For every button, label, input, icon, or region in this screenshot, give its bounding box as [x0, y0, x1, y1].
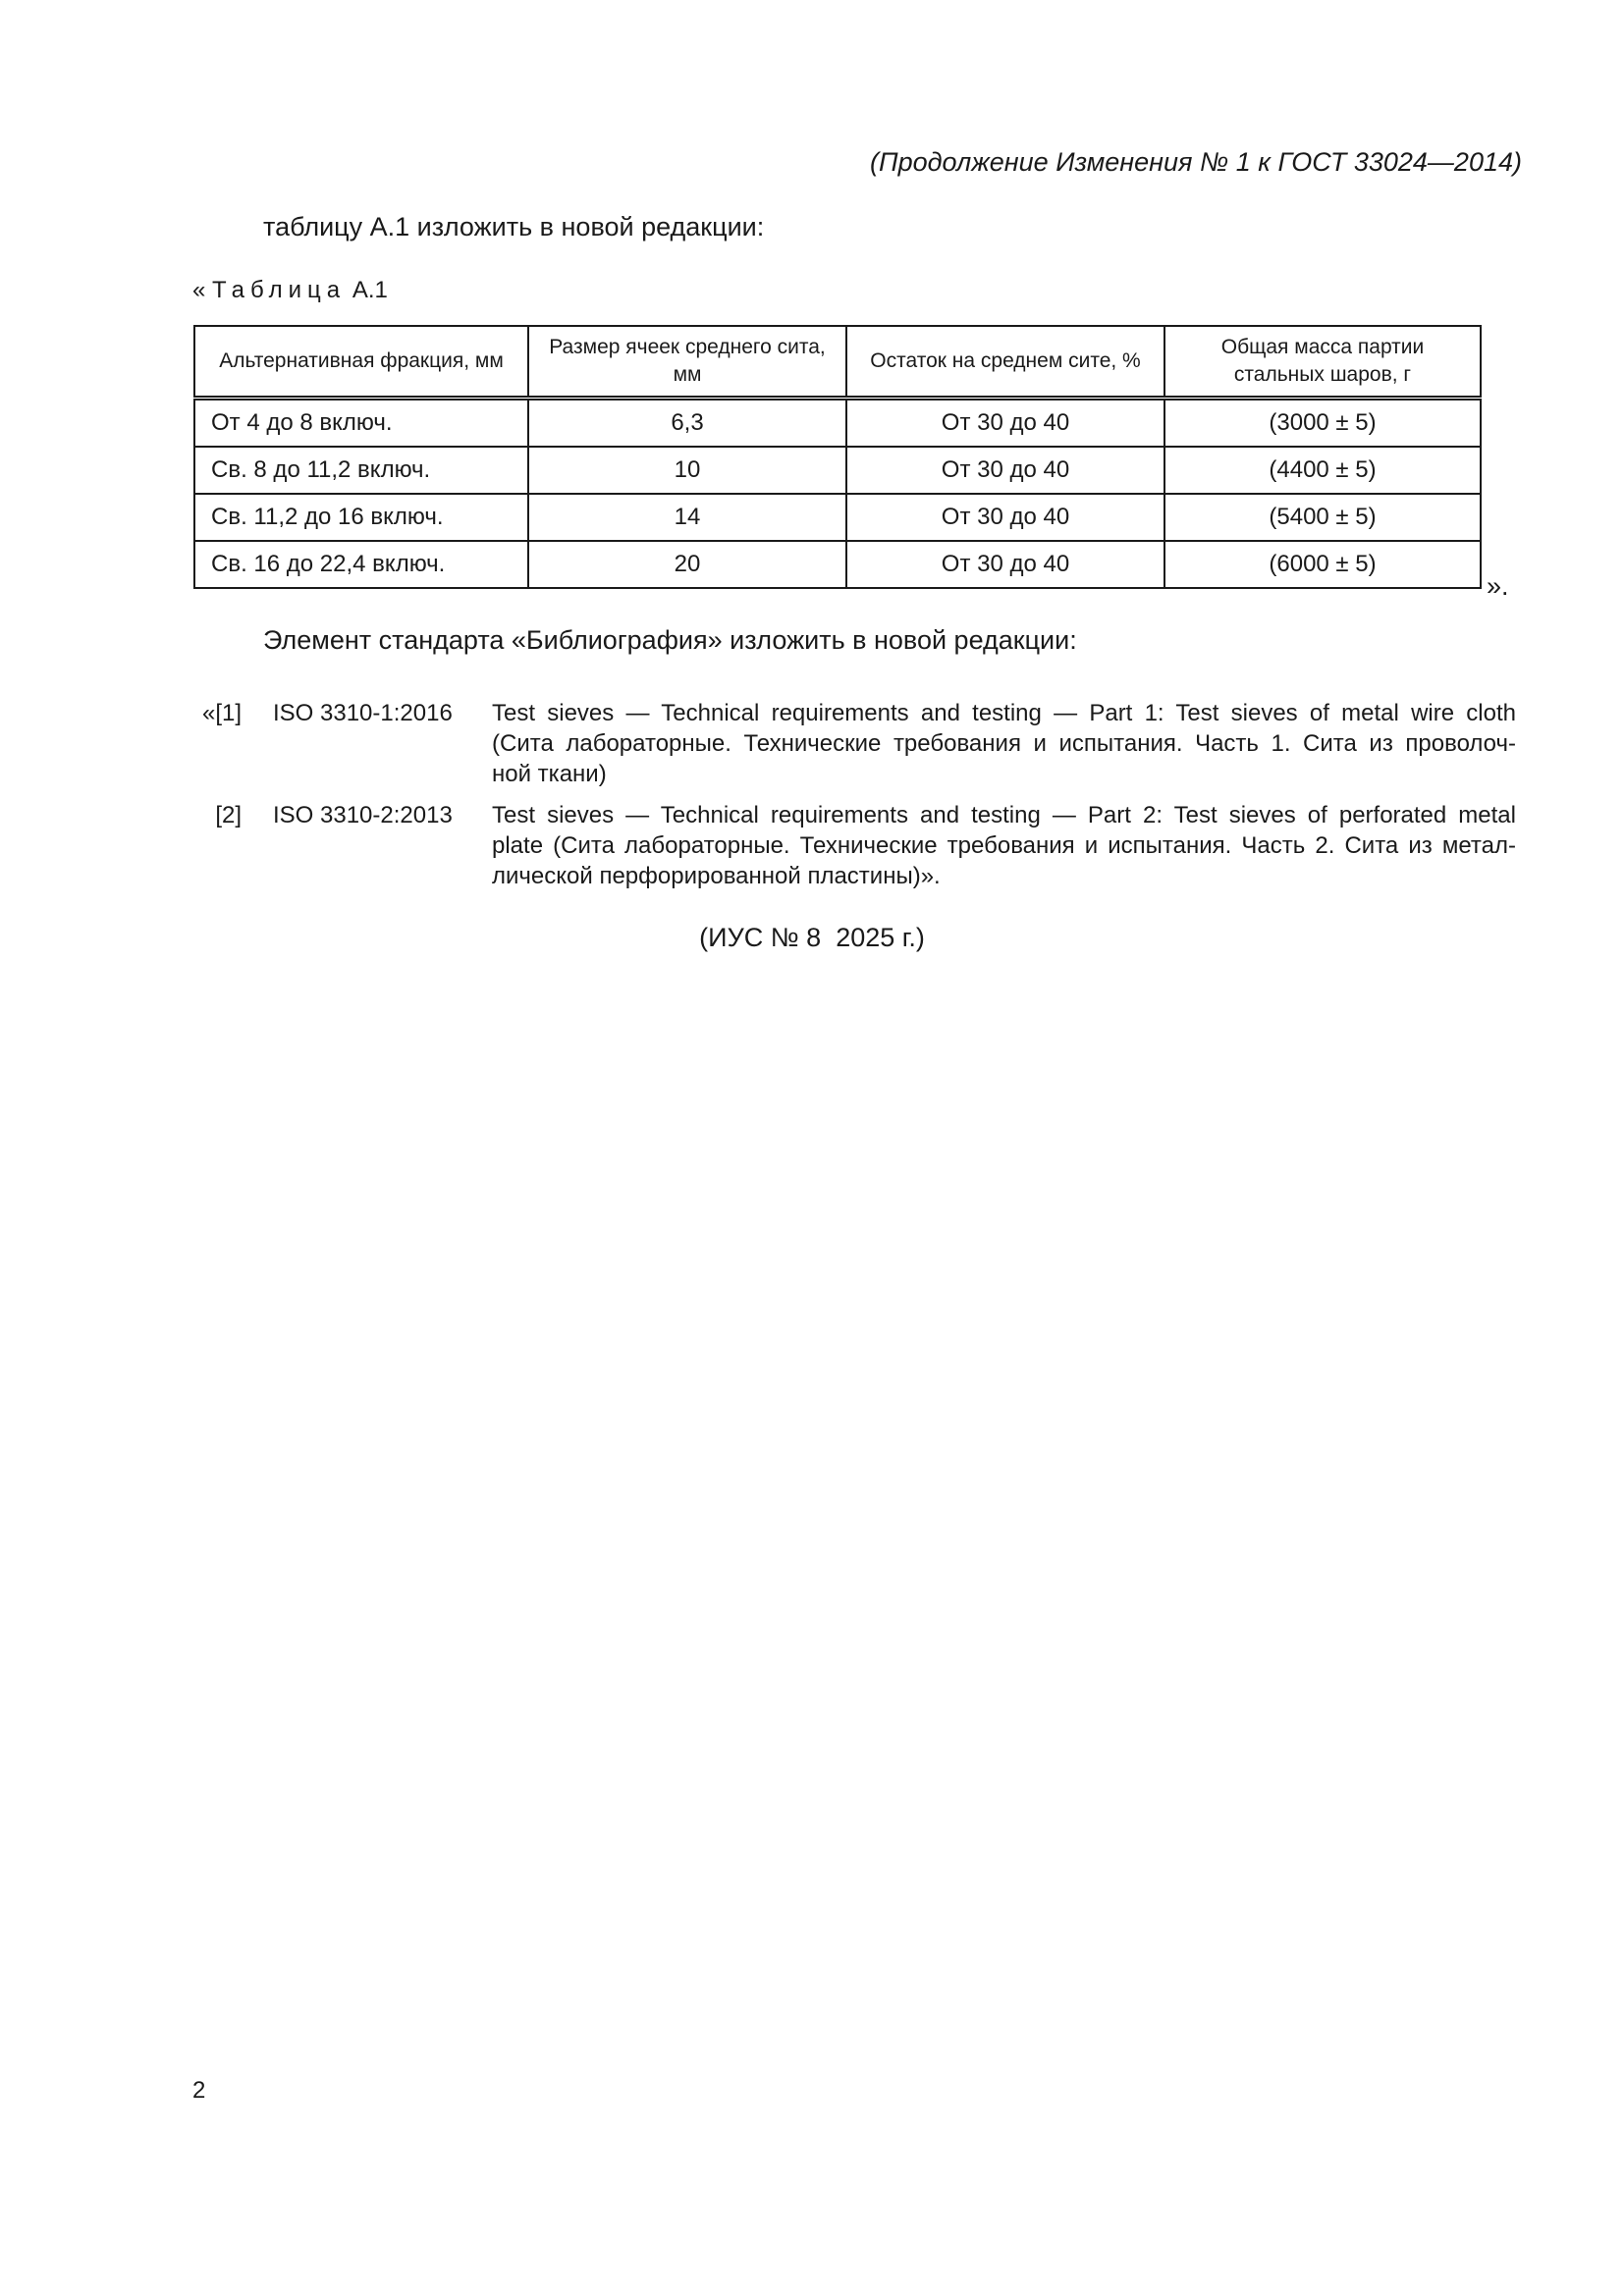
table-header-row — [194, 326, 1481, 399]
cell-fraction: Св. 8 до 11,2 включ. — [194, 447, 528, 494]
cell-residue: От 30 до 40 — [846, 541, 1164, 588]
bib-entry-1-line: (Сита лабораторные. Технические требования и испытания. Часть 1. Сита из проволоч- — [492, 730, 1516, 757]
header-residue: Остаток на среднем сите, % — [846, 326, 1164, 399]
cell-residue: От 30 до 40 — [846, 494, 1164, 541]
header-fraction: Альтернативная фракция, мм — [194, 326, 528, 399]
cell-fraction: Св. 16 до 22,4 включ. — [194, 541, 528, 588]
cell-mesh-size: 14 — [528, 494, 846, 541]
bib-entry-2-number: [2] — [215, 802, 242, 828]
cell-fraction: От 4 до 8 включ. — [194, 399, 528, 448]
bib-entry-1-code: ISO 3310-1:2016 — [273, 700, 453, 726]
bib-entry-2-line: лической перфорированной пластины)». — [492, 863, 941, 889]
cell-mesh-size: 6,3 — [528, 399, 846, 448]
table-row — [194, 447, 1481, 494]
instruction-bibliography-text: Элемент стандарта «Библиография» изложить в новой редакции: — [263, 625, 1077, 655]
caption-label: Таблица — [212, 277, 347, 303]
header-total-mass: Общая масса партии стальных шаров, г — [1164, 326, 1481, 399]
table-row — [194, 541, 1481, 588]
cell-total-mass: (4400 ± 5) — [1164, 447, 1481, 494]
caption-number: А.1 — [352, 277, 388, 303]
bib-entry-2-code: ISO 3310-2:2013 — [273, 802, 453, 828]
cell-total-mass: (3000 ± 5) — [1164, 399, 1481, 448]
sieve-table — [193, 325, 1482, 589]
bib-entry-1-line: Test sieves — Technical requirements and testing — Part 1: Test sieves of metal wire cloth — [492, 700, 1516, 726]
cell-total-mass: (6000 ± 5) — [1164, 541, 1481, 588]
caption-open-quote: « — [192, 277, 206, 303]
table-row — [194, 494, 1481, 541]
table-closing-quote: ». — [1487, 571, 1509, 601]
table-row — [194, 399, 1481, 448]
cell-residue: От 30 до 40 — [846, 399, 1164, 448]
bib-entry-2-line: plate (Сита лабораторные. Технические требования и испытания. Часть 2. Сита из метал- — [492, 832, 1516, 859]
bib-entry-2-text — [492, 800, 1516, 891]
cell-mesh-size: 20 — [528, 541, 846, 588]
instruction-table-text: таблицу А.1 изложить в новой редакции: — [263, 212, 765, 241]
bib-entry-1-line: ной ткани) — [492, 761, 607, 787]
bib-entry-1-number: «[1] — [201, 700, 242, 726]
bib-entry-1-text — [492, 698, 1516, 789]
cell-residue: От 30 до 40 — [846, 447, 1164, 494]
cell-total-mass: (5400 ± 5) — [1164, 494, 1481, 541]
page-number: 2 — [192, 2077, 206, 2104]
ius-reference: (ИУС № 8 2025 г.) — [699, 923, 925, 952]
cell-mesh-size: 10 — [528, 447, 846, 494]
running-header: (Продолжение Изменения № 1 к ГОСТ 33024—2014) — [870, 147, 1522, 177]
header-mesh-size: Размер ячеек среднего сита, мм — [528, 326, 846, 399]
table-caption — [192, 277, 388, 304]
cell-fraction: Св. 11,2 до 16 включ. — [194, 494, 528, 541]
bib-entry-2-line: Test sieves — Technical requirements and testing — Part 2: Test sieves of perforated metal — [492, 802, 1516, 828]
